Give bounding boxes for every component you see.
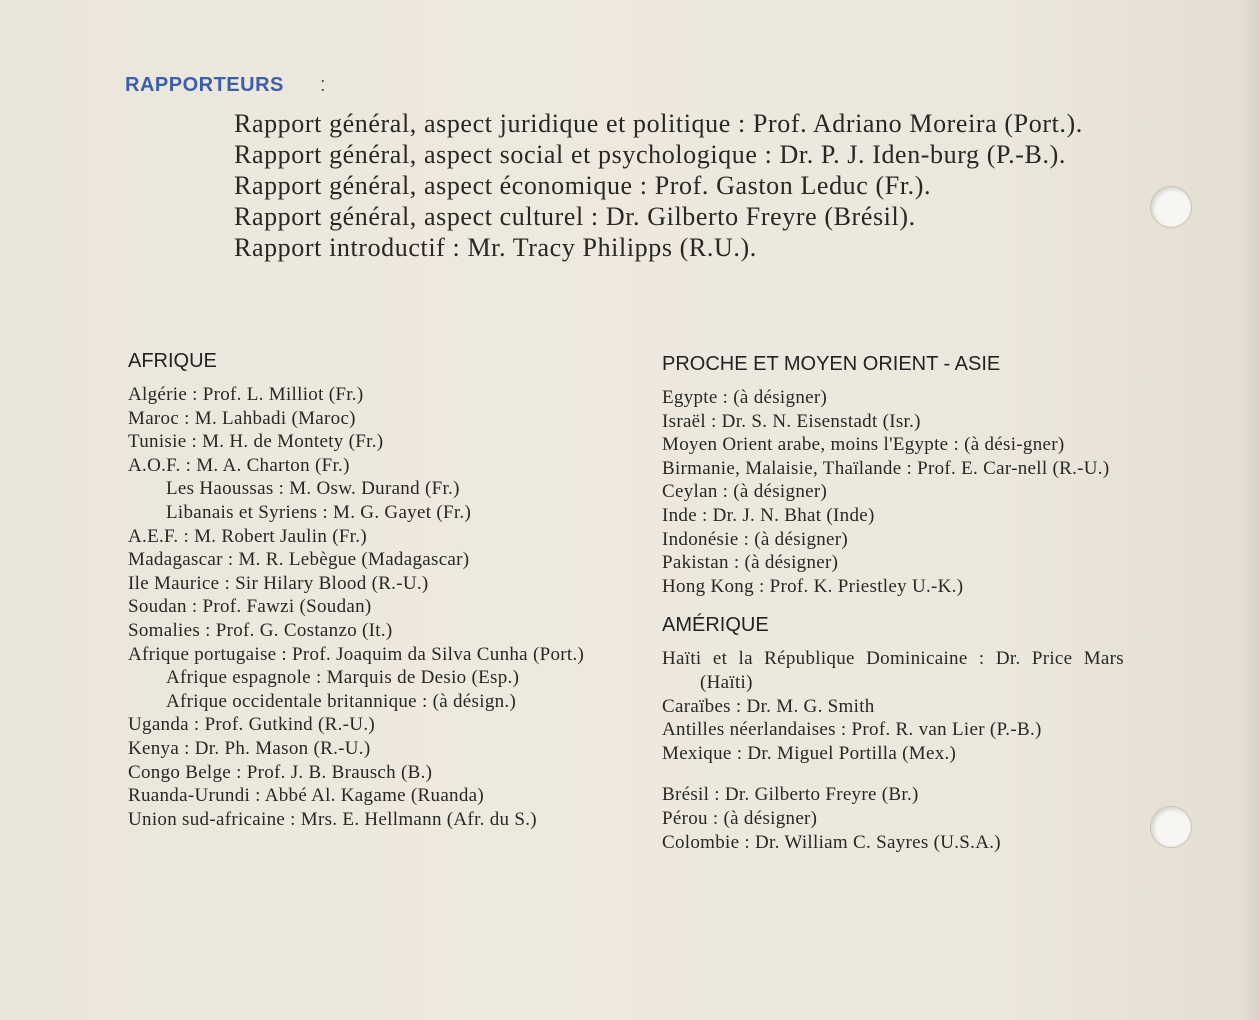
list-item: A.E.F. : M. Robert Jaulin (Fr.) [128,525,367,547]
list-item: Madagascar : M. R. Lebègue (Madagascar) [128,549,470,571]
list-item: Afrique occidentale britannique : (à désign.) [166,690,517,712]
report-line: Rapport général, aspect culturel : Dr. Gilberto Freyre (Brésil). [234,202,916,231]
list-item: Inde : Dr. J. N. Bhat (Inde) [662,504,875,526]
list-item: Pakistan : (à désigner) [662,552,839,574]
list-item: Maroc : M. Lahbadi (Maroc) [128,407,356,429]
list-item: Birmanie, Malaisie, Thaïlande : Prof. E. Car-nell (R.-U.) [662,457,1110,479]
list-item: Union sud-africaine : Mrs. E. Hellmann (Afr. du S.) [128,808,537,830]
afrique-column [128,350,590,831]
section-title: RAPPORTEURS [125,74,284,96]
list-item: Ruanda-Urundi : Abbé Al. Kagame (Ruanda) [128,785,485,807]
afrique-heading: AFRIQUE [128,350,217,372]
list-item: Israël : Dr. S. N. Eisenstadt (Isr.) [662,410,921,432]
list-item: Soudan : Prof. Fawzi (Soudan) [128,596,372,618]
binder-hole-top [1150,186,1192,228]
orient-amerique-column [662,353,1124,854]
list-item: Uganda : Prof. Gutkind (R.-U.) [128,714,375,736]
list-item: Indonésie : (à désigner) [662,528,849,550]
list-item: Colombie : Dr. William C. Sayres (U.S.A.) [662,831,1001,853]
list-item: Somalies : Prof. G. Costanzo (It.) [128,619,393,641]
list-item: Les Haoussas : M. Osw. Durand (Fr.) [166,478,460,500]
list-item: Ceylan : (à désigner) [662,481,828,503]
page-edge [1241,0,1259,1020]
list-item: Tunisie : M. H. de Montety (Fr.) [128,431,384,453]
list-item: Egypte : (à désigner) [662,387,828,408]
list-item: Libanais et Syriens : M. G. Gayet (Fr.) [166,501,472,523]
binder-hole-bottom [1150,806,1192,848]
list-item: Caraïbes : Dr. M. G. Smith [662,695,875,717]
list-item: Congo Belge : Prof. J. B. Brausch (B.) [128,761,433,783]
list-item: Mexique : Dr. Miguel Portilla (Mex.) [662,742,957,764]
list-item: Afrique espagnole : Marquis de Desio (Esp.) [166,667,520,689]
report-line: Rapport introductif : Mr. Tracy Philipps (R.U.). [234,233,757,262]
list-item: Afrique portugaise : Prof. Joaquim da Silva Cunha (Port.) [128,643,585,665]
amerique-heading: AMÉRIQUE [662,614,769,637]
list-item: Brésil : Dr. Gilberto Freyre (Br.) [662,784,919,806]
list-item: Hong Kong : Prof. K. Priestley U.-K.) [662,575,964,597]
list-item: Pérou : (à désigner) [662,807,818,829]
spacer [662,765,1124,783]
proche-orient-heading: PROCHE ET MOYEN ORIENT - ASIE [662,353,1001,375]
list-item: Ile Maurice : Sir Hilary Blood (R.-U.) [128,572,429,594]
list-item: Kenya : Dr. Ph. Mason (R.-U.) [128,737,371,759]
list-item: Antilles néerlandaises : Prof. R. van Lier (P.-B.) [662,719,1042,741]
list-item: A.O.F. : M. A. Charton (Fr.) [128,454,350,476]
reports-list [234,108,1124,263]
section-colon: : [320,74,326,96]
list-item: Haïti et la République Dominicaine : Dr. Price Mars (Haïti) [662,648,1124,693]
report-line: Rapport général, aspect juridique et politique : Prof. Adriano Moreira (Port.). [234,109,1083,138]
report-line: Rapport général, aspect économique : Prof. Gaston Leduc (Fr.). [234,171,932,200]
list-item: Moyen Orient arabe, moins l'Egypte : (à dési-gner) [662,434,1065,456]
report-line: Rapport général, aspect social et psychologique : Dr. P. J. Iden-burg (P.-B.). [234,140,1066,169]
list-item: Algérie : Prof. L. Milliot (Fr.) [128,384,364,405]
